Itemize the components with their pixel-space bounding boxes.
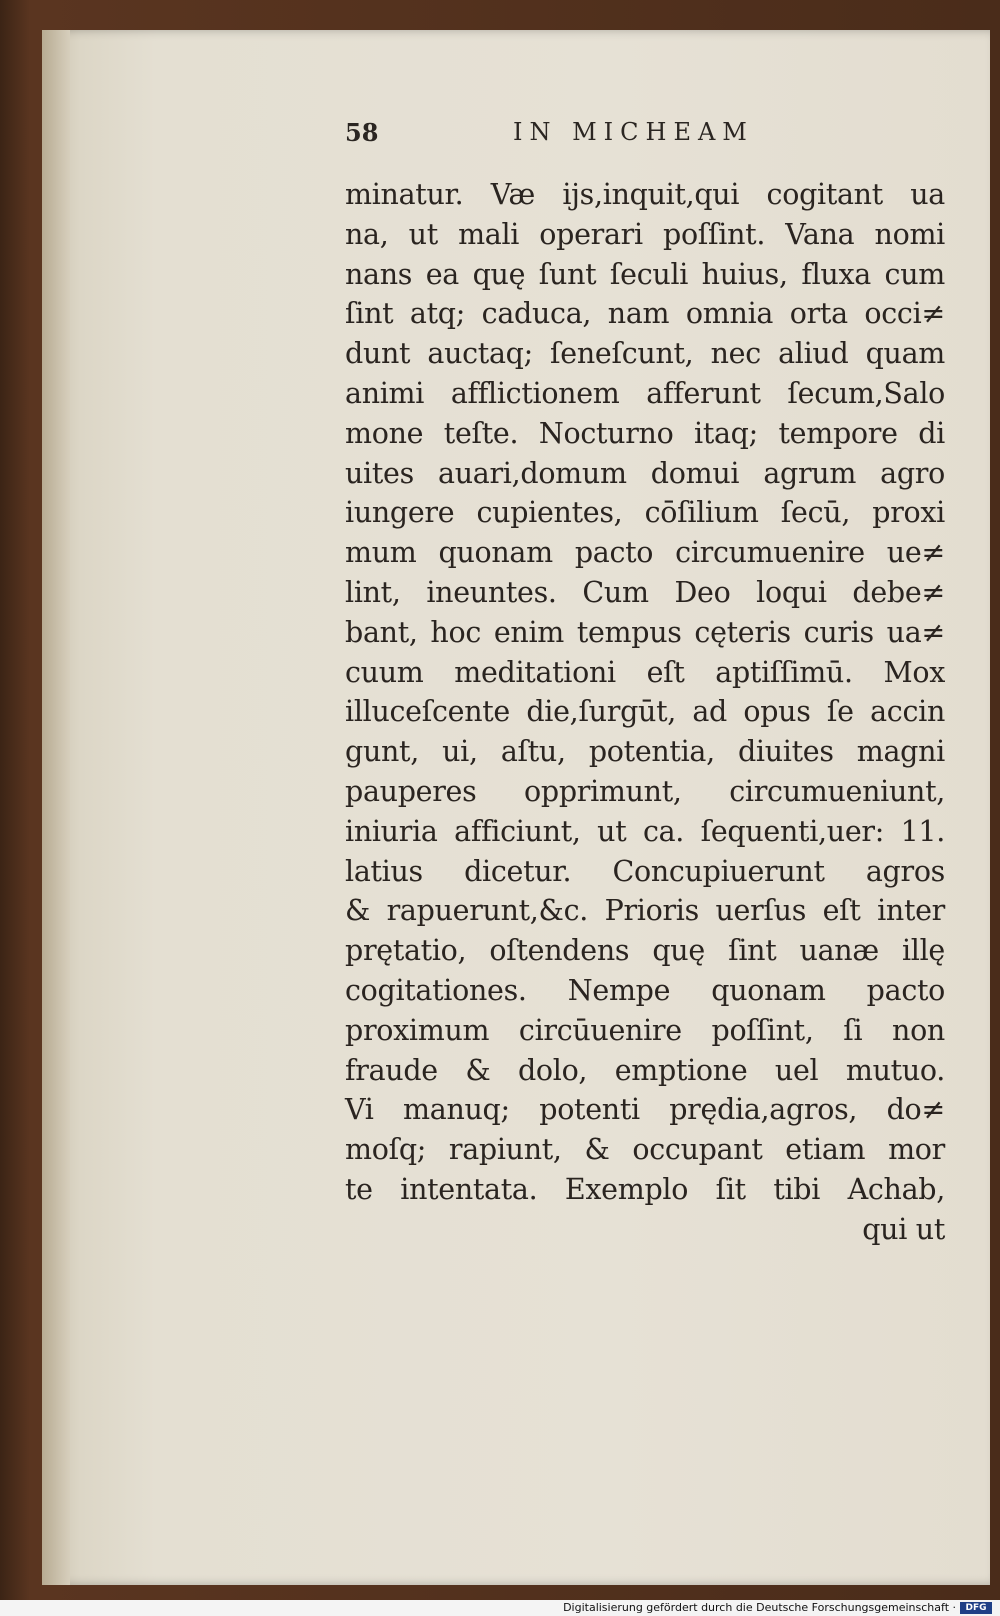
- text-line: & rapuerunt,&c. Prioris uerſus eſt inter: [345, 894, 945, 928]
- text-line: mum quonam pacto circumuenire ue≠: [345, 536, 945, 570]
- footer-credit: Digitalisierung gefördert durch die Deutsche Forschungsgemeinschaft ·: [563, 1601, 956, 1614]
- page-header: [345, 118, 845, 158]
- text-line: gunt, ui, aſtu, potentia, diuites magni: [345, 735, 945, 769]
- running-title: IN MICHEAM: [513, 118, 754, 146]
- text-line: bant, hoc enim tempus cęteris curis ua≠: [345, 615, 945, 649]
- page-gutter: [42, 30, 70, 1585]
- text-line: minatur. Væ ijs,inquit,qui cogitant ua: [345, 178, 945, 211]
- text-line: nans ea quę ſunt ſeculi huius, fluxa cum: [345, 257, 945, 291]
- digitization-footer: [0, 1600, 1000, 1616]
- text-line: ſint atq; caduca, nam omnia orta occi≠: [345, 297, 945, 331]
- text-line: cogitationes. Nempe quonam pacto: [345, 973, 945, 1007]
- text-line: latius dicetur. Concupiuerunt agros: [345, 854, 945, 888]
- text-line: te intentata. Exemplo ſit tibi Achab,: [345, 1172, 945, 1206]
- text-line: proximum circūuenire poſſint, ſi non: [345, 1013, 945, 1047]
- text-line: illuceſcente die,ſurgūt, ad opus ſe accin: [345, 695, 945, 729]
- text-line: iungere cupientes, cōſilium ſecū, proxi: [345, 496, 945, 530]
- text-line: pauperes opprimunt, circumueniunt,: [345, 774, 945, 808]
- text-line: lint, ineuntes. Cum Deo loqui debe≠: [345, 575, 945, 609]
- text-line: iniuria afficiunt, ut ca. ſequenti,uer: 11.: [345, 814, 945, 848]
- catchword: qui ut: [862, 1212, 945, 1246]
- text-line: cuum meditationi eſt aptiſſimū. Mox: [345, 655, 945, 689]
- text-line: uites auari,domum domui agrum agro: [345, 456, 945, 490]
- page-number: 58: [345, 118, 379, 147]
- body-text: [345, 175, 945, 1250]
- text-line: mone teſte. Nocturno itaq; tempore di: [345, 416, 945, 450]
- text-line: dunt auctaq; ſeneſcunt, nec aliud quam: [345, 337, 945, 371]
- dfg-logo: DFG: [960, 1602, 992, 1614]
- text-line: na, ut mali operari poſſint. Vana nomi: [345, 217, 945, 251]
- text-line: fraude & dolo, emptione uel mutuo.: [345, 1053, 945, 1087]
- text-line: Vi manuq; potenti prędia,agros, do≠: [345, 1093, 945, 1127]
- text-line: moſq; rapiunt, & occupant etiam mor: [345, 1133, 945, 1167]
- text-line: animi afflictionem afferunt ſecum,Salo: [345, 376, 945, 410]
- text-line: prętatio, oſtendens quę ſint uanæ illę: [345, 934, 945, 968]
